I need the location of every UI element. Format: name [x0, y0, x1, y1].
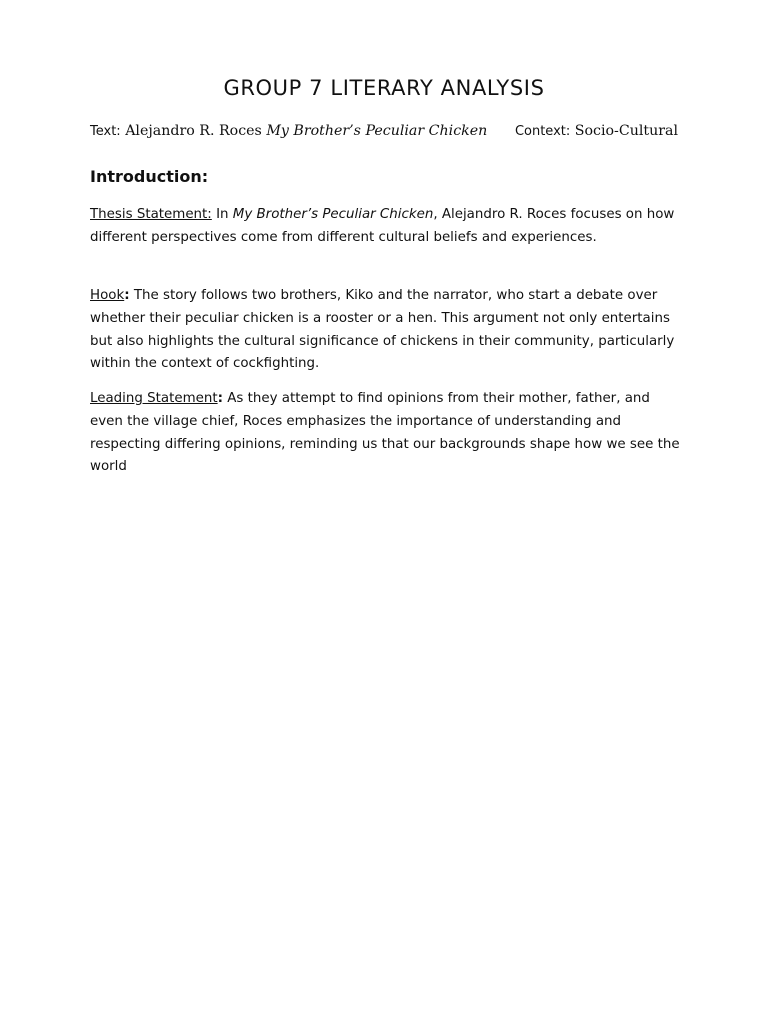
text-label: Text:: [90, 124, 121, 139]
thesis-paragraph: [90, 204, 680, 250]
thesis-label: Thesis Statement:: [90, 207, 212, 222]
context-value: Socio-Cultural: [574, 123, 678, 139]
thesis-text-after: , Alejandro R. Roces focuses on how different perspectives come from different cultural beliefs and experiences.: [90, 207, 675, 245]
leading-statement-colon: :: [217, 391, 223, 406]
thesis-text-before: In: [211, 207, 233, 222]
section-heading-introduction: Introduction:: [90, 167, 209, 186]
work-title: My Brother’s Peculiar Chicken: [266, 123, 488, 139]
hook-text: The story follows two brothers, Kiko and the narrator, who start a debate over whether their peculiar chicken is a rooster or a hen. This argument not only entertains but also highlights the cultural significance of chickens in their community, particularly within the context of cockfighting.: [90, 288, 675, 372]
context-label: Context:: [514, 124, 571, 139]
leading-statement-label: Leading Statement: [90, 391, 218, 406]
hook-colon: :: [124, 288, 130, 303]
thesis-work-title: My Brother’s Peculiar Chicken: [232, 207, 434, 222]
author-name: Alejandro R. Roces: [125, 123, 262, 139]
hook-label: Hook: [90, 288, 125, 303]
meta-row: [90, 123, 678, 145]
leading-statement-text: As they attempt to find opinions from their mother, father, and even the village chief, Roces emphasizes the importance of understanding and respecting differing opinions, reminding us that our backgrounds shape how we see the world: [90, 391, 680, 475]
hook-paragraph: [90, 285, 680, 376]
document-title: GROUP 7 LITERARY ANALYSIS: [223, 76, 545, 100]
context-info: [515, 123, 678, 139]
text-info: [90, 123, 487, 139]
leading-statement-paragraph: [90, 388, 680, 479]
